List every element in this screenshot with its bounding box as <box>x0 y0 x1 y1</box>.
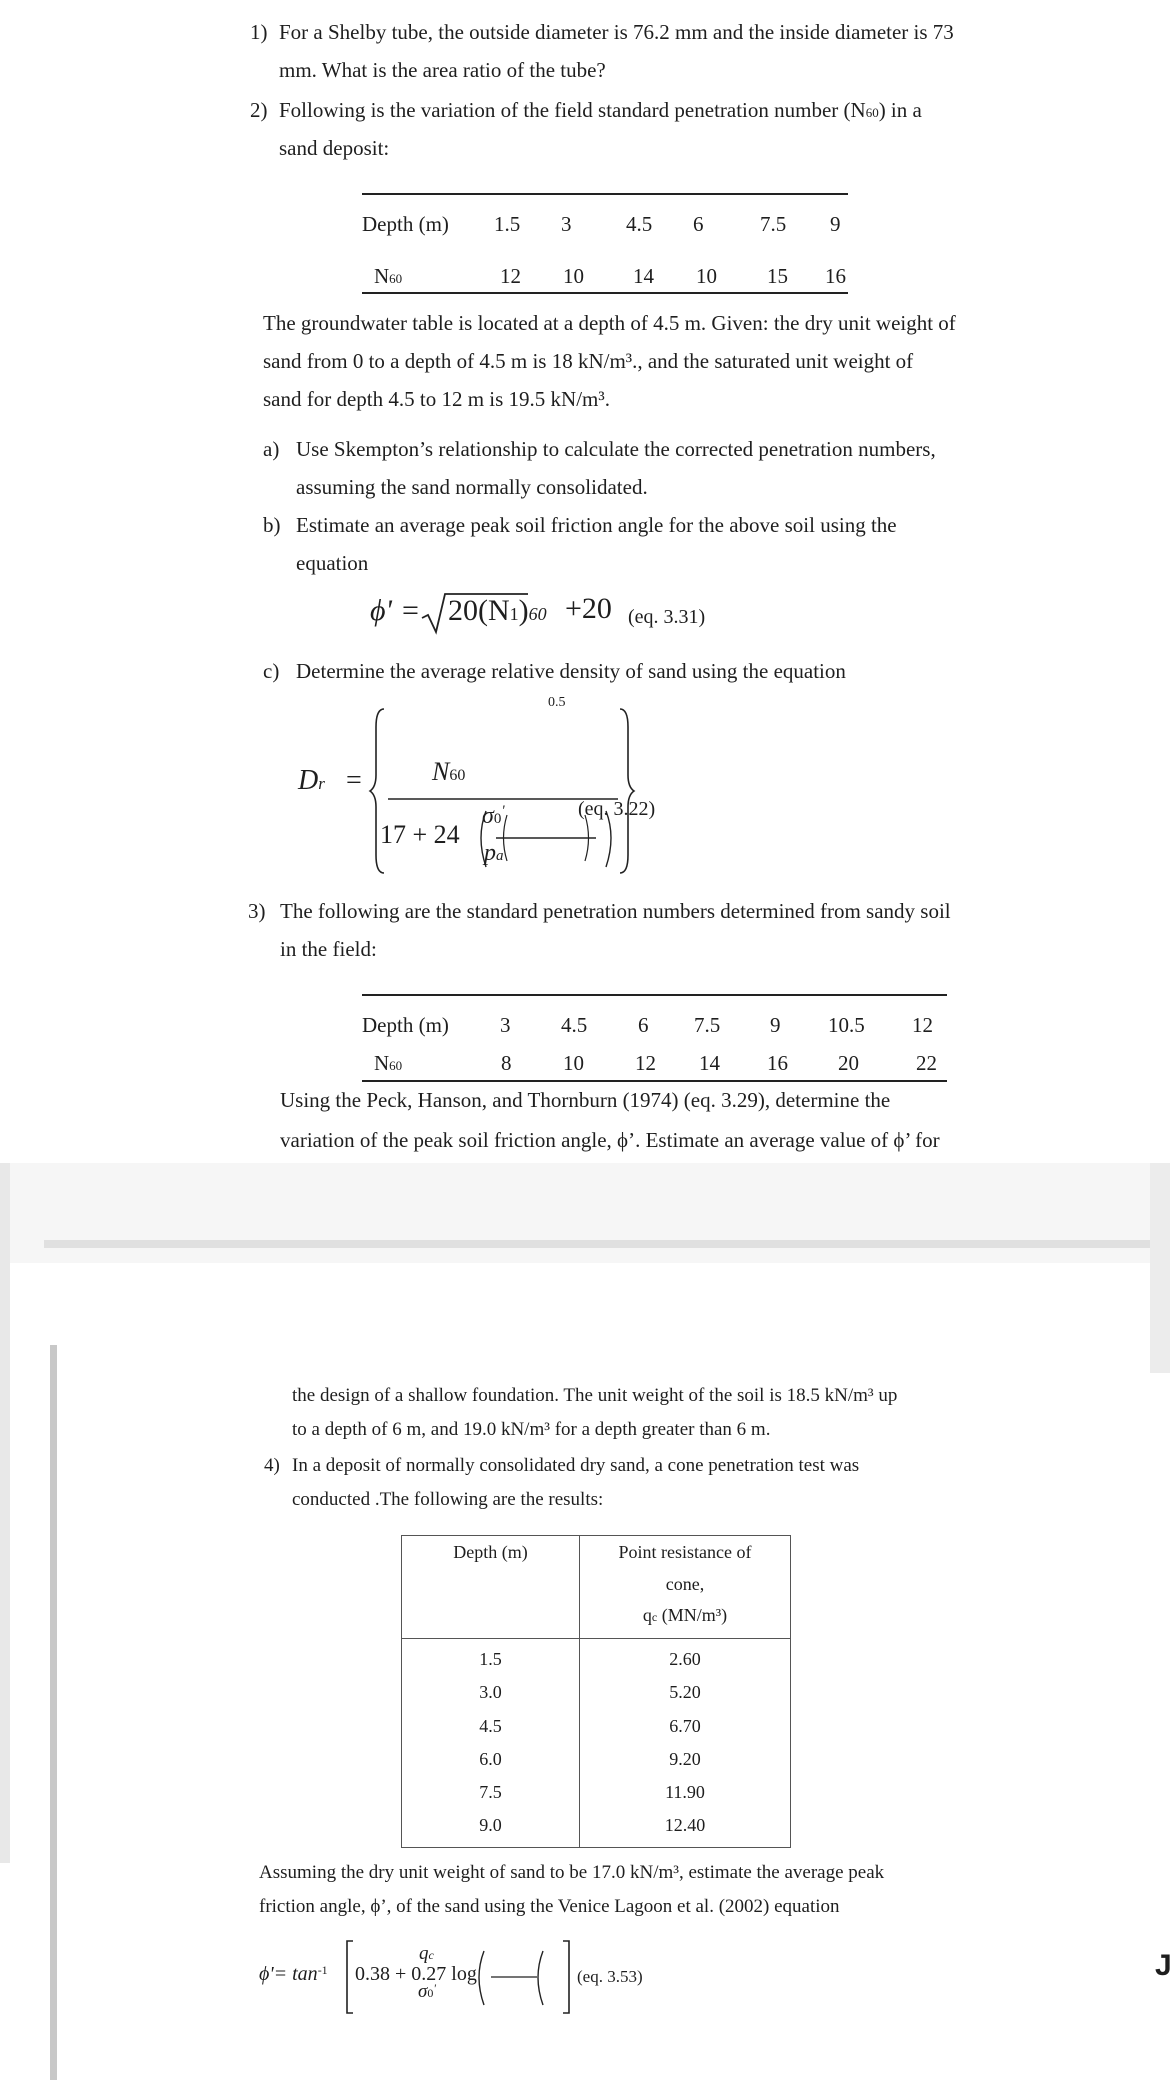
q3-line2: in the field: <box>280 937 377 961</box>
q2-n-5: 16 <box>825 264 846 288</box>
q3-n-3: 14 <box>699 1051 720 1075</box>
q3-table-bottom-rule <box>362 1080 947 1082</box>
q2-number: 2) <box>250 98 268 122</box>
page-gap-strip <box>44 1240 1152 1248</box>
q2-n-4: 15 <box>767 264 788 288</box>
edge-glyph: J <box>1155 1949 1172 1982</box>
q2-depth-2: 4.5 <box>626 212 653 236</box>
left-edge-bar <box>0 1163 10 1863</box>
q3-n-5: 20 <box>838 1051 859 1075</box>
eq322-lhs: Dr <box>298 765 325 796</box>
q2-n-2: 14 <box>633 264 654 288</box>
q1-line1: For a Shelby tube, the outside diameter is 76.2 mm and the inside diameter is 73 <box>279 20 954 44</box>
eq353-lhs: $\phi'= \tan^{-1}$ <box>259 1963 328 1985</box>
q3-n-4: 16 <box>767 1051 788 1075</box>
eq353-numerator: qc <box>419 1943 434 1964</box>
q3-after-line1: Using the Peck, Hanson, and Thornburn (1974) (eq. 3.29), determine the <box>280 1088 891 1112</box>
q3-number: 3) <box>248 899 266 923</box>
q3-depth-4: 9 <box>770 1013 781 1037</box>
q1-line2: mm. What is the area ratio of the tube? <box>279 58 606 82</box>
qc-cell: 2.60 5.20 6.70 9.20 11.90 12.40 <box>580 1639 791 1848</box>
q2-part-b-line2: equation <box>296 551 369 575</box>
table-header-row <box>402 1536 791 1639</box>
table-row <box>402 1639 791 1848</box>
q3-depth-5: 10.5 <box>828 1013 865 1037</box>
q3-table-top-rule <box>362 994 947 996</box>
q3-depth-6: 12 <box>912 1013 933 1037</box>
q2-gw-line3: sand for depth 4.5 to 12 m is 19.5 kN/m³. <box>263 387 610 411</box>
q2-part-b-label: b) <box>263 513 281 537</box>
q3-line1: The following are the standard penetration numbers determined from sandy soil <box>280 899 951 923</box>
q2-part-a-line1: Use Skempton’s relationship to calculate the corrected penetration numbers, <box>296 437 936 461</box>
eq322-ref: (eq. 3.22) <box>578 798 656 820</box>
q4-number: 4) <box>264 1455 280 1476</box>
eq353-denominator: σ0' <box>418 1981 436 2002</box>
page-gap <box>0 1163 1170 1263</box>
q2-table-bottom-rule <box>362 292 848 294</box>
q3-n-0: 8 <box>501 1051 512 1075</box>
q2-n-label: N60 <box>374 264 403 288</box>
q2-n-1: 10 <box>563 264 584 288</box>
q4-line2: conducted .The following are the results: <box>292 1489 604 1510</box>
page-2 <box>62 1265 1150 2080</box>
q2-line1: Following is the variation of the field standard penetration number (N60) in a <box>279 98 922 122</box>
q2-part-a-label: a) <box>263 437 280 461</box>
eq331-lhs: ϕ' <box>370 594 392 627</box>
q2-depth-1: 3 <box>561 212 572 236</box>
q3-n-6: 22 <box>916 1051 937 1075</box>
header-depth: Depth (m) <box>402 1536 580 1639</box>
q3-depth-1: 4.5 <box>561 1013 588 1037</box>
q3-cont-line2: to a depth of 6 m, and 19.0 kN/m³ for a depth greater than 6 m. <box>292 1419 771 1440</box>
left-scroll-indicator <box>50 1345 57 2080</box>
q2-n-0: 12 <box>500 264 521 288</box>
eq331-equals: = <box>402 594 419 627</box>
q3-depth-0: 3 <box>500 1013 511 1037</box>
q4-after-line2: friction angle, ϕ’, of the sand using the Venice Lagoon et al. (2002) equation <box>259 1896 840 1917</box>
eq322-sigma: σ0' <box>482 803 505 829</box>
q2-table-top-rule <box>362 193 848 195</box>
eq322-equals: = <box>346 765 362 796</box>
q3-n-label: N60 <box>374 1051 403 1075</box>
q2-n-3: 10 <box>696 264 717 288</box>
equation-3-22 <box>290 695 690 885</box>
q3-after-line2: variation of the peak soil friction angle, ϕ’. Estimate an average value of ϕ’ for <box>280 1128 940 1152</box>
eq322-numerator: N60 <box>432 757 466 786</box>
q2-depth-5: 9 <box>830 212 841 236</box>
q2-depth-label: Depth (m) <box>362 212 449 236</box>
eq322-exponent: 0.5 <box>548 695 566 710</box>
eq331-plus-20: +20 <box>565 592 612 625</box>
eq331-ref: (eq. 3.31) <box>628 606 706 628</box>
eq353-ref: (eq. 3.53) <box>577 1967 643 1986</box>
q3-depth-2: 6 <box>638 1013 649 1037</box>
q2-depth-4: 7.5 <box>760 212 787 236</box>
q3-cont-line1: the design of a shallow foundation. The unit weight of the soil is 18.5 kN/m³ up <box>292 1385 898 1406</box>
q4-after-line1: Assuming the dry unit weight of sand to be 17.0 kN/m³, estimate the average peak <box>259 1862 885 1883</box>
cpt-results-table <box>401 1535 791 1848</box>
depth-cell: 1.5 3.0 4.5 6.0 7.5 9.0 <box>402 1639 580 1848</box>
eq353-body: 0.38 + 0.27 log <box>355 1963 477 1985</box>
eq331-radicand: 20(N1)60 <box>448 594 547 627</box>
q2-gw-line2: sand from 0 to a depth of 4.5 m is 18 kN/m³., and the saturated unit weight of <box>263 349 914 373</box>
eq322-den-a: 17 + 24 <box>380 820 460 849</box>
equation-3-53 <box>259 1937 679 2017</box>
q3-n-1: 10 <box>563 1051 584 1075</box>
q3-depth-label: Depth (m) <box>362 1013 449 1037</box>
equation-3-31 <box>370 590 750 638</box>
q2-part-c-line1: Determine the average relative density of sand using the equation <box>296 659 846 683</box>
q3-n-2: 12 <box>635 1051 656 1075</box>
q2-part-a-line2: assuming the sand normally consolidated. <box>296 475 648 499</box>
right-edge-bar <box>1150 1163 1170 1373</box>
q2-gw-line1: The groundwater table is located at a depth of 4.5 m. Given: the dry unit weight of <box>263 311 956 335</box>
header-point-resistance: Point resistance of cone, qc (MN/m³) <box>580 1536 791 1639</box>
q2-part-b-line1: Estimate an average peak soil friction angle for the above soil using the <box>296 513 897 537</box>
q2-depth-0: 1.5 <box>494 212 521 236</box>
q2-line2: sand deposit: <box>279 136 390 160</box>
eq322-pa: pa <box>484 840 504 866</box>
q2-part-c-label: c) <box>263 659 280 683</box>
q4-line1: In a deposit of normally consolidated dry sand, a cone penetration test was <box>292 1455 860 1476</box>
q2-depth-3: 6 <box>693 212 704 236</box>
q1-number: 1) <box>250 20 268 44</box>
q3-depth-3: 7.5 <box>694 1013 721 1037</box>
